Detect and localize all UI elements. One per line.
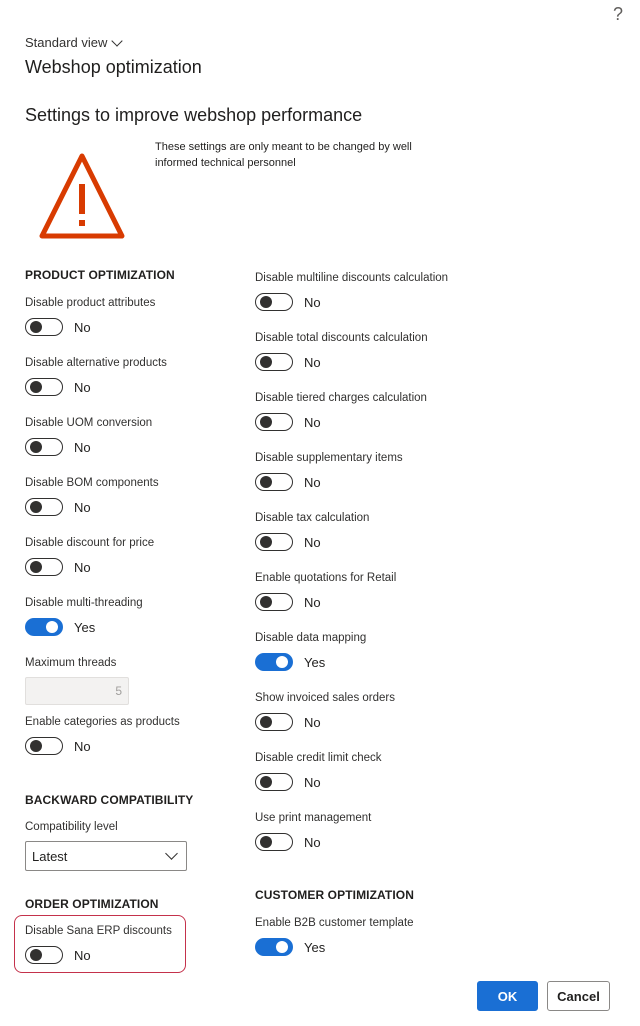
section-title: Settings to improve webshop performance [25, 105, 363, 125]
field-label: Enable categories as products [25, 716, 180, 728]
disable-tax-calculation-toggle[interactable] [255, 533, 515, 551]
field-enable-categories-as-products [25, 714, 245, 755]
field-disable-product-attributes [25, 295, 245, 336]
help-icon[interactable]: ? [613, 4, 624, 24]
field-disable-multiline-discounts [255, 270, 515, 311]
field-disable-sana-erp-discounts [25, 923, 245, 964]
toggle-state: No [74, 499, 91, 515]
toggle-track [255, 473, 293, 491]
disable-uom-conversion-toggle[interactable] [25, 438, 245, 456]
toggle-track [255, 773, 293, 791]
enable-quotations-for-retail-toggle[interactable] [255, 593, 515, 611]
toggle-track [255, 413, 293, 431]
page-title: Webshop optimization [25, 57, 202, 77]
field-label: Disable product attributes [25, 297, 156, 309]
chevron-down-icon [112, 35, 123, 46]
field-disable-total-discounts [255, 330, 515, 371]
toggle-state: No [304, 414, 321, 430]
enable-categories-as-products-toggle[interactable] [25, 737, 245, 755]
field-maximum-threads [25, 655, 245, 705]
toggle-track [255, 833, 293, 851]
field-label: Disable total discounts calculation [255, 332, 428, 344]
field-label: Compatibility level [25, 821, 118, 833]
toggle-knob [30, 321, 42, 333]
toggle-track [255, 653, 293, 671]
field-label: Use print management [255, 812, 372, 824]
field-disable-data-mapping [255, 630, 515, 671]
toggle-knob [260, 836, 272, 848]
field-label: Maximum threads [25, 657, 117, 669]
field-label: Disable UOM conversion [25, 417, 153, 429]
field-label: Show invoiced sales orders [255, 692, 395, 704]
toggle-state: Yes [74, 619, 96, 635]
show-invoiced-sales-orders-toggle[interactable] [255, 713, 515, 731]
toggle-knob [276, 941, 288, 953]
toggle-state: No [304, 474, 321, 490]
field-enable-quotations-for-retail [255, 570, 515, 611]
disable-sana-erp-discounts-toggle[interactable] [25, 946, 245, 964]
field-label: Disable multiline discounts calculation [255, 272, 449, 284]
toggle-state: No [74, 559, 91, 575]
disable-supplementary-items-toggle[interactable] [255, 473, 515, 491]
toggle-knob [30, 949, 42, 961]
toggle-state: No [304, 354, 321, 370]
field-label: Disable data mapping [255, 632, 367, 644]
cancel-button[interactable]: Cancel [547, 981, 610, 1011]
toggle-knob [30, 501, 42, 513]
chevron-down-icon [165, 847, 178, 860]
product-optimization-heading: PRODUCT OPTIMIZATION [25, 268, 175, 282]
toggle-state: No [74, 738, 91, 754]
field-label: Disable tiered charges calculation [255, 392, 427, 404]
field-label: Disable credit limit check [255, 752, 382, 764]
field-compatibility-level [25, 819, 245, 871]
toggle-track [25, 498, 63, 516]
toggle-track [25, 618, 63, 636]
ok-button[interactable]: OK [477, 981, 538, 1011]
toggle-state: No [304, 834, 321, 850]
toggle-state: No [74, 379, 91, 395]
order-optimization-heading: ORDER OPTIMIZATION [25, 897, 159, 911]
disable-discount-for-price-toggle[interactable] [25, 558, 245, 576]
toggle-knob [46, 621, 58, 633]
field-label: Disable alternative products [25, 357, 167, 369]
field-disable-tax-calculation [255, 510, 515, 551]
view-selector[interactable] [25, 35, 121, 50]
toggle-state: No [304, 774, 321, 790]
disable-total-discounts-toggle[interactable] [255, 353, 515, 371]
toggle-state: No [304, 714, 321, 730]
field-label: Enable quotations for Retail [255, 572, 397, 584]
toggle-track [25, 946, 63, 964]
toggle-knob [260, 416, 272, 428]
backward-compatibility-heading: BACKWARD COMPATIBILITY [25, 793, 194, 807]
toggle-track [255, 938, 293, 956]
toggle-track [25, 438, 63, 456]
compatibility-level-select[interactable] [25, 841, 187, 871]
toggle-knob [260, 356, 272, 368]
toggle-knob [30, 441, 42, 453]
toggle-track [255, 353, 293, 371]
disable-multiline-discounts-toggle[interactable] [255, 293, 515, 311]
toggle-knob [260, 536, 272, 548]
toggle-track [25, 737, 63, 755]
disable-bom-components-toggle[interactable] [25, 498, 245, 516]
field-disable-multi-threading [25, 595, 245, 636]
field-disable-discount-for-price [25, 535, 245, 576]
maximum-threads-input[interactable]: 5 [25, 677, 129, 705]
toggle-state: No [74, 319, 91, 335]
toggle-state: No [304, 534, 321, 550]
toggle-track [255, 713, 293, 731]
toggle-track [255, 293, 293, 311]
field-label: Disable multi-threading [25, 597, 143, 609]
field-show-invoiced-sales-orders [255, 690, 515, 731]
toggle-knob [30, 561, 42, 573]
toggle-track [255, 593, 293, 611]
toggle-state: Yes [304, 939, 326, 955]
field-disable-credit-limit-check [255, 750, 515, 791]
toggle-knob [260, 596, 272, 608]
customer-optimization-heading: CUSTOMER OPTIMIZATION [255, 888, 414, 902]
field-label: Disable BOM components [25, 477, 159, 489]
field-disable-supplementary-items [255, 450, 515, 491]
toggle-knob [260, 296, 272, 308]
toggle-state: Yes [304, 654, 326, 670]
field-use-print-management [255, 810, 515, 851]
toggle-knob [276, 656, 288, 668]
toggle-state: No [74, 947, 91, 963]
toggle-knob [260, 476, 272, 488]
field-label: Enable B2B customer template [255, 917, 414, 929]
toggle-state: No [304, 294, 321, 310]
warning-text: These settings are only meant to be changed by well informed technical personnel [155, 141, 412, 169]
toggle-track [25, 558, 63, 576]
field-label: Disable Sana ERP discounts [25, 925, 172, 937]
field-disable-alternative-products [25, 355, 245, 396]
field-disable-tiered-charges [255, 390, 515, 431]
field-disable-uom-conversion [25, 415, 245, 456]
toggle-track [255, 533, 293, 551]
toggle-state: No [304, 594, 321, 610]
disable-credit-limit-check-toggle[interactable] [255, 773, 515, 791]
enable-b2b-customer-template-toggle[interactable] [255, 938, 515, 956]
disable-data-mapping-toggle[interactable] [255, 653, 515, 671]
toggle-knob [260, 716, 272, 728]
field-enable-b2b-customer-template [255, 915, 515, 956]
disable-alternative-products-toggle[interactable] [25, 378, 245, 396]
use-print-management-toggle[interactable] [255, 833, 515, 851]
field-label: Disable supplementary items [255, 452, 403, 464]
field-label: Disable discount for price [25, 537, 155, 549]
field-disable-bom-components [25, 475, 245, 516]
toggle-track [25, 378, 63, 396]
select-value: Latest [32, 848, 68, 864]
toggle-state: No [74, 439, 91, 455]
field-label: Disable tax calculation [255, 512, 370, 524]
disable-multi-threading-toggle[interactable] [25, 618, 245, 636]
disable-product-attributes-toggle[interactable] [25, 318, 245, 336]
view-selector-label: Standard view [25, 35, 108, 50]
toggle-track [25, 318, 63, 336]
toggle-knob [30, 381, 42, 393]
disable-tiered-charges-toggle[interactable] [255, 413, 515, 431]
toggle-knob [260, 776, 272, 788]
warning-icon [38, 150, 126, 240]
toggle-knob [30, 740, 42, 752]
